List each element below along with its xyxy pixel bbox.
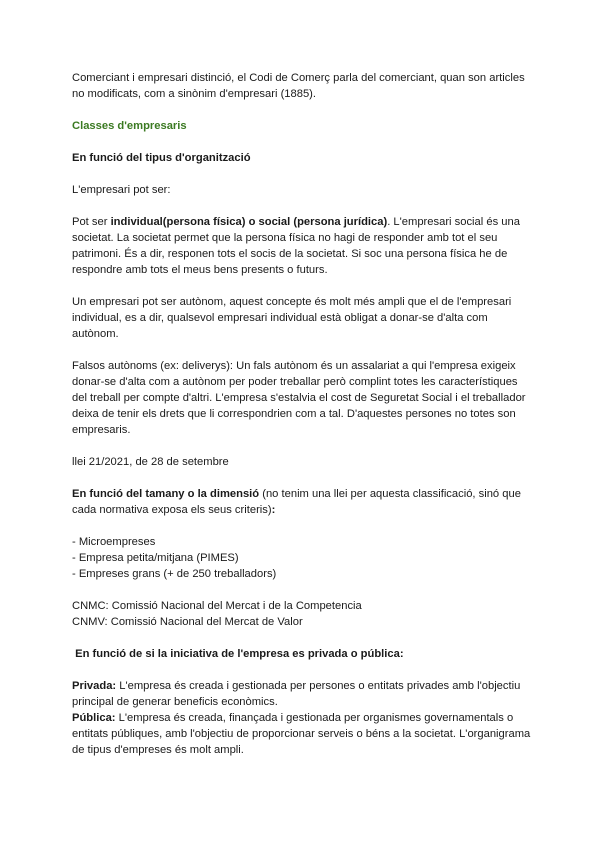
paragraph-falsos-autonoms: Falsos autònoms (ex: deliverys): Un fals autònom és un assalariat a qui l'empresa exigeix donar-se d'alta com a autònom per poder treballar però complint totes les característiques del treball per compte d'altri. L'empresa s'estalvia el cost de Seguretat Social i el treballador deixa de tenir els drets que li correspondrien com a tal. D'aquestes persones no totes son empresaris. (72, 360, 526, 436)
privada-text: L'empresa és creada i gestionada per persones o entitats privades amb l'objectiu principal de generar beneficis econòmics. (72, 680, 521, 708)
paragraph-autonom: Un empresari pot ser autònom, aquest concepte és molt més ampli que el de l'empresari individual, es a dir, qualsevol empresari individual està obligat a donar-se d'alta com autònom. (72, 296, 512, 340)
paragraph-publica (72, 710, 534, 758)
individual-bold: individual(persona física) o social (persona jurídica) (110, 216, 388, 228)
list-item: - Microempreses (72, 536, 156, 548)
organisms-block (72, 598, 534, 630)
list-item: - Empreses grans (+ de 250 treballadors) (72, 568, 277, 580)
paragraph-privada (72, 678, 534, 710)
cnmv-line: CNMV: Comissió Nacional del Mercat de Valor (72, 616, 303, 628)
privada-label: Privada: (72, 680, 117, 692)
heading-organitzacio: En funció del tipus d'organització (72, 152, 251, 164)
publica-text: L'empresa és creada, finançada i gestionada per organismes governamentals o entitats públiques, amb l'objectiu de proporcionar serveis o béns a la societat. L'organigrama de tipus d'empreses és molt ampli. (72, 712, 531, 756)
section-title: Classes d'empresaris (72, 120, 187, 132)
individual-post: . L'empresari social és una societat. La societat permet que la persona física no hagi de responder amb tot el seu patrimoni. És a dir, responen tots el socis de la societat. Si soc una persona física he de respondre amb tots el meus bens presents o futurs. (72, 216, 520, 276)
intro-paragraph: Comerciant i empresari distinció, el Codi de Comerç parla del comerciant, quan son articles no modificats, com a sinònim d'empresari (1885). (72, 72, 525, 100)
tamany-colon: : (271, 504, 276, 516)
heading-iniciativa: En funció de si la iniciativa de l'empresa es privada o pública: (72, 648, 404, 660)
cnmc-line: CNMC: Comissió Nacional del Mercat i de la Competencia (72, 600, 362, 612)
individual-pre: Pot ser (72, 216, 111, 228)
tamany-normal: (no tenim una llei per aquesta classificació, sinó que cada normativa exposa els seus criteris) (72, 488, 521, 516)
publica-label: Pública: (72, 712, 116, 724)
pot-ser-line: L'empresari pot ser: (72, 184, 171, 196)
paragraph-individual (72, 214, 534, 278)
tamany-bold: En funció del tamany o la dimensió (72, 488, 260, 500)
list-item: - Empresa petita/mitjana (PIMES) (72, 552, 239, 564)
size-list (72, 534, 534, 582)
llei-reference: llei 21/2021, de 28 de setembre (72, 456, 229, 468)
heading-tamany (72, 486, 534, 518)
